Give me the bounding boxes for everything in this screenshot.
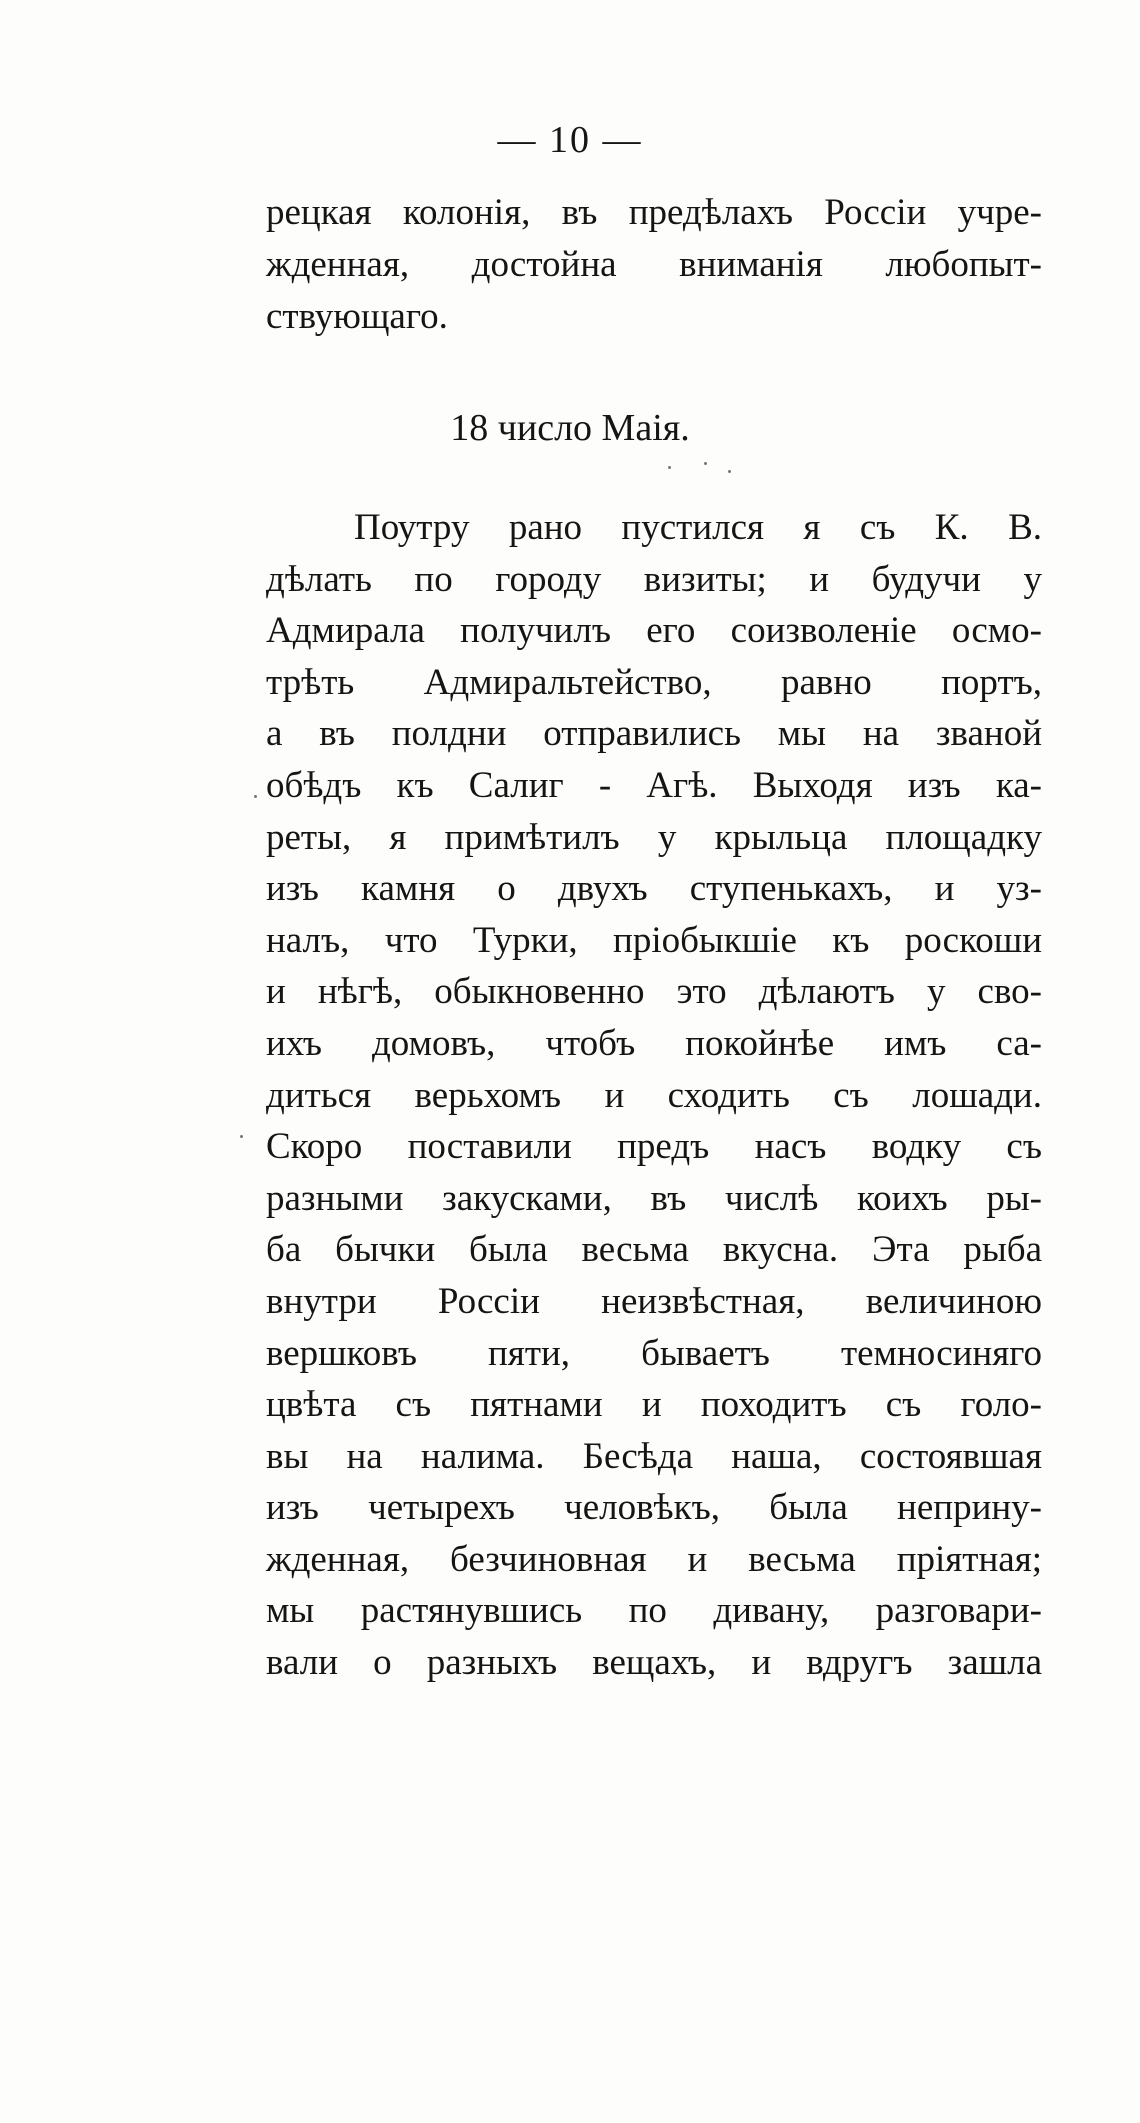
text-line: разными закусками, въ числѣ коихъ ры-: [266, 1177, 1042, 1219]
text-line: Скоро поставили предъ насъ водку съ: [266, 1126, 1042, 1168]
text-line: внутри Россіи неизвѣстная, величиною: [266, 1280, 1042, 1322]
text-line: налъ, что Турки, пріобыкшіе къ роскоши: [266, 919, 1042, 961]
text-line: диться верьхомъ и сходить съ лошади.: [266, 1074, 1042, 1116]
print-speck: [668, 466, 671, 469]
text-line: ствующаго.: [266, 296, 448, 337]
print-speck: [704, 462, 707, 465]
continued-paragraph: [266, 187, 1042, 343]
text-line: реты, я примѣтилъ у крыльца площадку: [266, 816, 1042, 858]
main-paragraph: [266, 502, 1042, 1689]
text-line: жденная, безчиновная и весьма пріятная;: [266, 1538, 1042, 1580]
text-line: обѣдъ къ Салиг - Агѣ. Выходя изъ ка-: [266, 764, 1042, 806]
page-number: — 10 —: [497, 119, 643, 161]
print-speck: [254, 795, 257, 798]
text-line: трѣть Адмиральтейство, равно портъ,: [266, 661, 1042, 703]
text-line: жденная, достойна вниманія любопыт-: [266, 244, 1042, 285]
text-line: вали о разныхъ вещахъ, и вдругъ зашла: [266, 1642, 1042, 1684]
text-line: изъ камня о двухъ ступенькахъ, и уз-: [266, 868, 1042, 910]
text-line: а въ полдни отправились мы на званой: [266, 713, 1042, 755]
text-line: вершковъ пяти, бываетъ темносиняго: [266, 1332, 1042, 1374]
text-line: мы растянувшись по дивану, разговари-: [266, 1590, 1042, 1632]
text-line: ба бычки была весьма вкусна. Эта рыба: [266, 1229, 1042, 1271]
text-line: изъ четырехъ человѣкъ, была неприну-: [266, 1487, 1042, 1529]
text-line: Адмирала получилъ его соизволеніе осмо-: [266, 610, 1042, 652]
text-line: дѣлать по городу визиты; и будучи у: [266, 558, 1042, 600]
text-line: Поутру рано пустился я съ К. В.: [354, 507, 1042, 548]
text-line: и нѣгѣ, обыкновенно это дѣлаютъ у сво-: [266, 971, 1042, 1013]
text-line: вы на налима. Бесѣда наша, состоявшая: [266, 1435, 1042, 1477]
section-heading: 18 число Маія.: [450, 407, 690, 449]
text-line: рецкая колонія, въ предѣлахъ Россіи учре-: [266, 192, 1042, 233]
text-line: цвѣта съ пятнами и походитъ съ голо-: [266, 1384, 1042, 1426]
print-speck: [728, 470, 731, 473]
print-speck: [240, 1135, 243, 1138]
text-line: ихъ домовъ, чтобъ покойнѣе имъ са-: [266, 1022, 1042, 1064]
